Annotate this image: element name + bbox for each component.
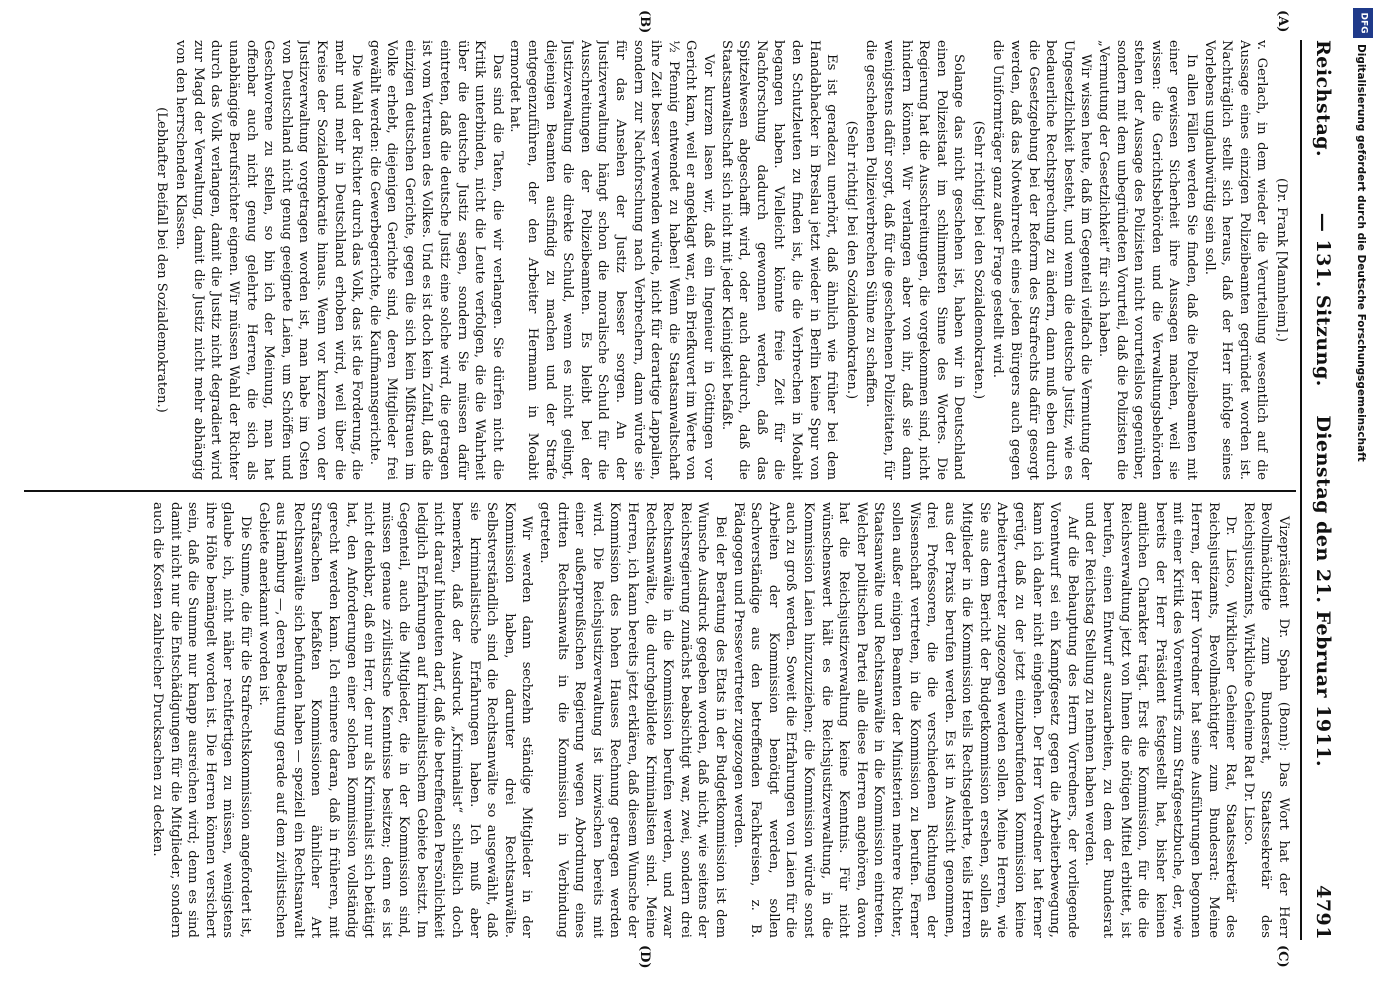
page-number: 4791 <box>1312 885 1334 940</box>
margin-letter-a: (A) <box>1275 10 1290 33</box>
dfg-logo-text: DFG <box>1358 12 1369 34</box>
paragraph: In allen Fällen werden Sie finden, daß die Polizeibeamten mit einer gewissen Sicherheit ihre Aussagen machen, weil sie wissen: die Gerichtsbehörden und die Verwaltungsbehörden stehen der Aussage des Polizisten nicht vorurteilslos gegenüber, sondern mit dem unbegründeten Vorurteil, daß die Polizisten die „Vermutung der Gesetzlichkeit“ für sich haben. <box>1096 40 1200 480</box>
attribution-text: Digitalisierung gefördert durch die Deutsche Forschungsgemeinschaft <box>1355 44 1367 462</box>
paragraph: Die Summe, die für die Strafrechtskommission angefordert ist, glaube ich, nicht näher rechtfertigen zu müssen, wenigstens ihre Höhe bemängelt worden ist. Die Herren können versichert sein, daß die Summe nur knapp ausreichen wird; denn es sind damit nicht nur die Entschädigungen für die Mitglieder, sondern auch die Kosten zahlreicher Drucksachen zu decken. <box>150 502 253 938</box>
column-divider <box>24 490 1296 492</box>
interjection: (Sehr richtig! bei den Sozialdemokraten.) <box>843 120 859 400</box>
paragraph: Dr. Lisco, Wirklicher Geheimer Rat, Staatssekretär des Reichsjustizamts, Bevollmächtigter zum Bundesrat: Meine Herren, der Herr Vorredner hat seine Ausführungen begonnen mit einer Kritik des Vorentwurfs zum Strafgesetzbuche, der, wie bereits der Herr Präsident festgestellt hat, bisher keinen amtlichen Charakter trägt. Erst die Kommission, für die die Reichsverwaltung jetzt von Ihnen die nötigen Mittel erbittet, ist berufen, einen Entwurf auszuarbeiten, zu dem der Bundesrat und der Reichstag Stellung zu nehmen haben werden. <box>1082 502 1239 938</box>
paragraph: Bei der Beratung des Etats in der Budgetkommission ist dem Wunsche Ausdruck gegeben worden, daß nicht, wie seitens der Reichsregierung zunächst beabsichtigt war, zwei, sondern drei Rechtsanwälte in die Kommission berufen werden, und zwar Rechtsanwälte, die durchgebildete Kriminalisten sind. Meine Herren, ich kann bereits jetzt erklären, daß diesem Wunsche der Kommission des hohen Hauses Rechnung getragen werden wird. Die Reichsjustizverwaltung ist inzwischen bereits mit einer außerpreußischen Regierung wegen Abordnung eines dritten Rechtsanwalts in die Kommission in Verbindung getreten. <box>537 502 728 938</box>
header-session: — 131. Sitzung. <box>1312 212 1334 387</box>
paragraph: Wir werden dann sechzehn ständige Mitglieder in der Kommission haben, darunter drei Rechtsanwälte. Selbstverständlich sind die Rechtsanwälte so ausgewählt, daß sie kriminalistische Erfahrungen haben. Ich muß aber bemerken, daß der Ausdruck „Kriminalist“ schließlich doch nicht darauf hindeuten darf, daß die betreffenden Persönlichkeit lediglich Erfahrungen auf kriminalistischem Gebiete besitzt. Im Gegenteil, auch die Mitglieder, die in der Kommission sind, müssen genaue zivilistische Kenntnisse besitzen; denn es ist nicht denkbar, daß ein Herr, der nur als Kriminalist sich betätigt hat, den Anforderungen einer solchen Kommission vollständig gerecht werden kann. Ich erinnere daran, daß in früheren, mit Strafsachen befaßten Kommissionen ähnlicher Art Rechtsanwälte sich befunden haben — speziell ein Rechtsanwalt aus Hamburg —, deren Bedeutung gerade auf dem zivilistischen Gebiete anerkannt worden ist. <box>255 502 535 938</box>
paragraph: Vor kurzem lasen wir, daß ein Ingenieur in Göttingen vor Gericht kam, weil er angeklagt war, ein Briefkuvert im Werte von ½ Pfennig entwendet zu haben! Wenn die Staatsanwaltschaft ihre Zeit besser verwenden würde, nicht für derartige Lappalien, sondern zur Nachforschung nach Verbrechern, dann würde sie für das Ansehen der Justiz besser sorgen. An der Justizverwaltung hängt schon die moralische Schuld für die Ausschreitungen der Polizeibeamten. Es bleibt bei der Justizverwaltung die direkte Schuld, wenn es nicht gelingt, diejenigen Beamten ausfindig zu machen und der Strafe entgegenzuführen, der den Arbeiter Hermann in Moabit ermordet hat. <box>507 40 716 480</box>
attribution-strip <box>1352 8 1374 993</box>
left-column <box>24 40 1292 480</box>
paragraph: Das sind die Taten, die wir verlangen. Sie dürfen nicht die Kritik unterbinden, nicht die Leute verfolgen, die die Wahrheit über die deutsche Justiz sagen, sondern Sie müssen dafür eintreten, daß die deutsche Justiz eine solche wird, die getragen ist vom Vertrauen des Volkes. Und es ist doch kein Zufall, daß die einzigen deutschen Gerichte, gegen die sich kein Mißtrauen im Volke erhebt, diejenigen Gerichte sind, deren Mitglieder frei gewählt werden: die Gewerbegerichte, die Kaufmannsgerichte. <box>366 40 505 480</box>
dfg-logo <box>1353 8 1373 38</box>
closing-applause: (Lebhafter Beifall bei den Sozialdemokraten.) <box>153 107 169 413</box>
header-rule <box>1300 40 1302 940</box>
header-center <box>1312 40 1334 940</box>
header-title: Reichstag. <box>1312 40 1334 158</box>
header-date: Dienstag den 21. Februar 1911. <box>1312 415 1334 768</box>
paragraph: Solange das nicht geschehen ist, haben wir in Deutschland einen Polizeistaat im schlimmsten Sinne des Wortes. Die Regierung hat die Ausschreitungen, die vorgekommen sind, nicht hindern können. Wir verlangen aber von ihr, daß sie dann wenigstens dafür sorgt, daß für die geschehenen Polizeitaten, für die geschehenen Polizeiverbrechen Sühne zu schaffen. <box>863 40 967 480</box>
paragraph: Es ist geradezu unerhört, daß ähnlich wie früher bei dem Handabhacker in Breslau jetzt wieder in Berlin keine Spur von den Schutzleuten zu finden ist, die die Verbrechen in Moabit begangen haben. Vielleicht könnte freie Zeit für die Nachforschung dadurch gewonnen werden, daß das Spitzelwesen abgeschafft wird, oder auch dadurch, daß die Staatsanwaltschaft sich nicht mit jeder Kleinigkeit befaßt. <box>718 40 840 480</box>
paragraph: v. Gerlach, in dem wieder die Verurteilung wesentlich auf die Aussage eines einzigen Polizeibeamten gegründet worden ist. Nachträglich stellt sich heraus, daß der Herr infolge seines Vorlebens unglaubwürdig sein soll. <box>1201 40 1270 480</box>
scanned-page <box>12 10 1342 970</box>
paragraph: Vizepräsident Dr. Spahn (Bonn): Das Wort hat der Herr Bevollmächtigte zum Bundesrat, Staatssekretär des Reichsjustizamts, Wirkliche Geheime Rat Dr. Lisco. <box>1240 502 1291 938</box>
margin-letter-b: (B) <box>637 10 652 34</box>
margin-letter-c: (C) <box>1275 945 1290 968</box>
interjection: (Sehr richtig! bei den Sozialdemokraten.) <box>970 120 986 400</box>
speaker-line: (Dr. Frank [Mannheim].) <box>1274 178 1289 342</box>
page-header <box>1304 40 1334 940</box>
right-column <box>24 502 1292 938</box>
paragraph: Die Wahl der Richter durch das Volk, das ist die Forderung, die mehr und mehr in Deutschland erhoben wird, weil über die Kreise der Sozialdemokratie hinaus. Wenn vor kurzem von der Justizverwaltung vorgetragen worden ist, man habe im Osten von Deutschland nicht genug geeignete Laien, um Schöffen und Geschworene zu stellen, so bin ich der Meinung, man hat offenbar auch nicht genug gelehrte Herren, die sich als unabhängige Berufsrichter eignen. Wir müssen Wahl der Richter durch das Volk verlangen, damit die Justiz nicht degradiert wird zur Magd der Verwaltung, damit die Justiz nicht mehr abhängig von den herrschenden Klassen. <box>173 40 365 480</box>
margin-letter-d: (D) <box>637 945 652 969</box>
paragraph: Wir wissen heute, daß im Gegenteil vielfach die Vermutung der Ungesetzlichkeit besteht, und wenn die deutsche Justiz, wie es bedauerliche Rechtsprechung zu ändern, dann muß eben durch die Gesetzgebung bei der Reform des Strafrechts dafür gesorgt werden, daß das Notwehrrecht eines jeden Bürgers auch gegen die Uniformträger ganz außer Frage gestellt wird. <box>990 40 1094 480</box>
paragraph: Auf die Behauptung des Herrn Vorredners, der vorliegende Vorentwurf sei ein Kampfgesetz gegen die Arbeiterbewegung, kann ich daher nicht eingehen. Der Herr Vorredner hat ferner gerügt, daß zu der jetzt einzuberufenden Kommission keine Arbeitervertreter zugezogen werden sollen. Meine Herren, wie Sie aus dem Bericht der Budgetkommission ersehen, sollen als Mitglieder in die Kommission teils Rechtsgelehrte, teils Herren aus der Praxis berufen werden. Es ist in Aussicht genommen, drei Professoren, die die verschiedenen Richtungen der Wissenschaft vertreten, in die Kommission zu berufen. Ferner sollen außer einigen Beamten der Ministerien mehrere Richter, Staatsanwälte und Rechtsanwälte in die Kommission eintreten. Welcher politischen Partei alle diese Herren angehören, davon hat die Reichsjustizverwaltung keine Kenntnis. Für nicht wünschenswert hält es die Reichsjustizverwaltung, in die Kommission Laien hinzuzuziehen; die Kommission würde sonst auch zu groß werden. Soweit die Erfahrungen von Laien für die Arbeiten der Kommission benötigt werden, sollen Sachverständige aus den betreffenden Fachkreisen, z. B. Pädagogen und Pressevertreter zugezogen werden. <box>730 502 1080 938</box>
